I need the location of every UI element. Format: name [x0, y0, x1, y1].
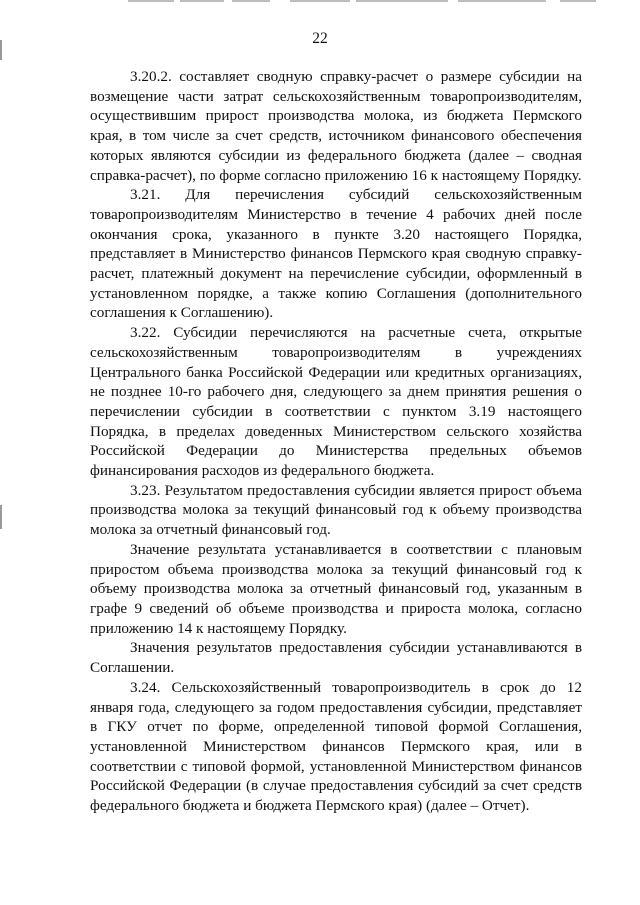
- scan-edge-line: [128, 0, 174, 2]
- scan-margin-mark: [0, 505, 2, 529]
- scan-edge-line: [290, 0, 350, 2]
- paragraph-3-21: 3.21. Для перечисления субсидий сельскохозяйственным товаропроизводителям Министерство в течение 4 рабочих дней после окончания срока, указанного в пункте 3.20 настоящего Порядка, представляет в Министерство финансов Пермского края сводную справку-расчет, платежный документ на перечисление субсидии, оформленный в установленном порядке, а также копию Соглашения (дополнительного соглашения к Соглашению).: [90, 186, 582, 322]
- paragraph-result-value: Значение результата устанавливается в соответствии с плановым приростом объема производства молока за текущий финансовый год к объему производства молока за отчетный финансовый год, указанным в графе 9 сведений об объеме производства и прироста молока, согласно приложению 14 к настоящему Порядку.: [90, 540, 582, 637]
- page-number: 22: [312, 30, 328, 47]
- paragraph-result-values-agreement: Значения результатов предоставления субсидии устанавливаются в Соглашении.: [90, 639, 582, 677]
- paragraph-3-22: 3.22. Субсидии перечисляются на расчетные счета, открытые сельскохозяйственным товаропроизводителям в учреждениях Центрального банка Российской Федерации или кредитных организациях, не позднее 10-го рабочего дня, следующего за днем принятия решения о перечислении субсидии в соответствии с пунктом 3.19 настоящего Порядка, в пределах доведенных Министерством сельского хозяйства Российской Федерации до Министерства предельных объемов финансирования расходов из федерального бюджета.: [90, 324, 582, 480]
- scan-edge-line: [356, 0, 448, 2]
- document-body: [90, 67, 582, 816]
- paragraph-3-23: 3.23. Результатом предоставления субсидии является прирост объема производства молока за текущий финансовый год к объему производства молока за отчетный финансовый год.: [90, 481, 582, 539]
- scan-edge-line: [560, 0, 596, 2]
- scan-edge-line: [458, 0, 546, 2]
- scan-edge-line: [232, 0, 270, 2]
- scan-edge-line: [180, 0, 224, 2]
- paragraph-3-20-2: 3.20.2. составляет сводную справку-расчет о размере субсидии на возмещение части затрат сельскохозяйственным товаропроизводителям, осуществившим прирост производства молока, из бюджета Пермского края, в том числе за счет средств, источником финансового обеспечения которых являются субсидии из федерального бюджета (далее – сводная справка-расчет), по форме согласно приложению 16 к настоящему Порядку.: [90, 68, 582, 184]
- paragraph-3-24: 3.24. Сельскохозяйственный товаропроизводитель в срок до 12 января года, следующего за годом предоставления субсидии, представляет в ГКУ отчет по форме, определенной типовой формой Соглашения, установленной Министерством финансов Пермского края, или в соответствии с типовой формой, установленной Министерством финансов Российской Федерации (в случае предоставления субсидий за счет средств федерального бюджета и бюджета Пермского края) (далее – Отчет).: [90, 678, 582, 815]
